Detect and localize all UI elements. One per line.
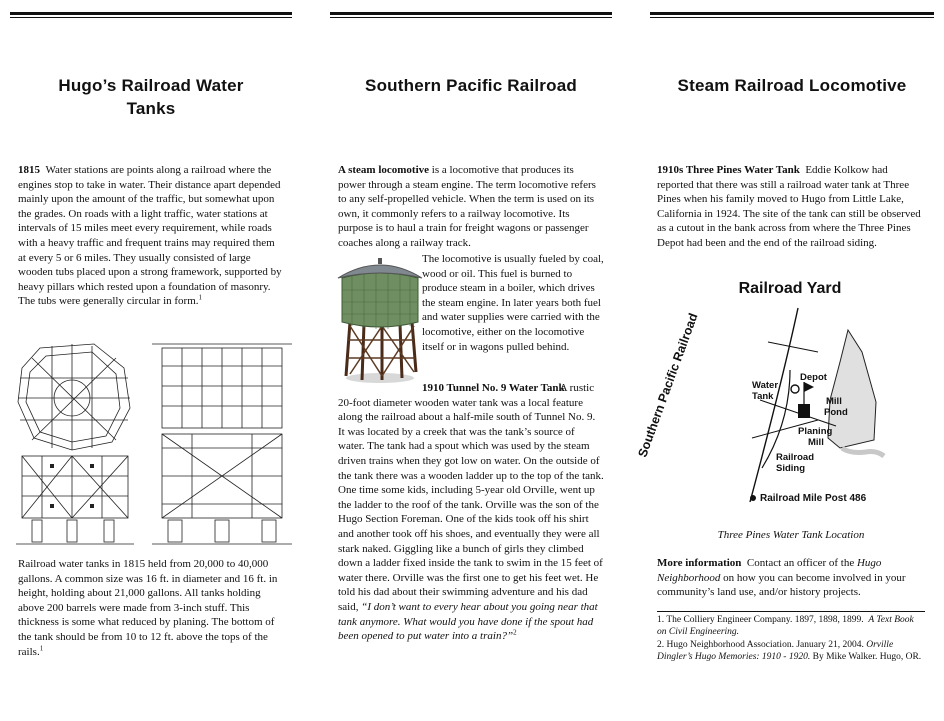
col2-tunnel-text: A rustic 20-foot diameter wooden water tank was a local feature along the railroad about a half-mile south of Tunnel No. 9. It was located by a creek that was the tank’s source of water. The tank had a spout which was used by the steam driven trains when they got low on water. On the outside of the tank there was a wooden ladder up to the top of the tank. One time some kids, including 5-year old Orville, went up the ladder to the roof of the tank. Orville was the son of the Hugo Section Foreman. One of the kids took off his shirt and another took off his shoes, and eventually they were all stark naked. Giggling like a bunch of girls they climbed down a ladder fixed inside the tank to swim in the 15 feet of water there. Orville was the first one to get his feet wet. He told his dad about their swimming adventure and his dad said, <box>338 382 604 613</box>
col2-fuel-text: The locomotive is usually fueled by coal, wood or oil. This fuel is burned to produce steam in a boiler, which drives the steam engine. In later years both fuel and water supplies were carried with the locomotive, either on the locomotive itself or in wagons pulled behind. <box>422 253 604 353</box>
planing-mill-label: Planing Mill <box>798 426 833 448</box>
col2-title: Southern Pacific Railroad <box>365 76 577 95</box>
col2-tunnel-heading: 1910 Tunnel No. 9 Water Tank <box>422 382 565 394</box>
mill-pond-shape <box>828 330 876 448</box>
footnote-2-author: By Mike Walker. Hugo, OR. <box>812 652 922 663</box>
col2-tunnel-text-block <box>338 381 604 644</box>
railroad-name-label: Southern Pacific Railroad <box>635 311 701 460</box>
col1-year: 1815 <box>18 164 40 176</box>
col2-steam-locomotive-term: A steam locomotive <box>338 164 430 176</box>
col2-locomotive-intro <box>338 163 604 251</box>
more-info-text-b: on how you can become involved in your community’s land use, and/or history projects. <box>657 571 906 599</box>
water-tank-drawing <box>12 338 302 550</box>
col3-title: Steam Railroad Locomotive <box>677 76 907 95</box>
col1-tank-sizes-text: Railroad water tanks in 1815 held from 20,000 to 40,000 gallons. A common size was 16 ft. in diameter and 16 ft. in height, holding about 21,000 gallons. All tanks holding above 200 barrels were made from 3-inch stuff. This thickness is some what reduced by planing. The bottom of the tank should be from 10 to 12 ft. above the tops of the rails. <box>18 558 278 658</box>
road-upper <box>768 342 818 352</box>
footnote-2 <box>657 639 925 664</box>
col1-title: Hugo’s Railroad Water Tanks <box>58 76 244 118</box>
col3-three-pines <box>657 163 925 251</box>
col1-intro <box>18 163 284 309</box>
col2-fuel-paragraph <box>422 252 606 354</box>
railroad-siding-label: Railroad Siding <box>776 452 815 474</box>
col2-quote: “I don’t want to every hear about you going near that tank anymore. What would you have done if the spout had been opened to put water into a train?” <box>338 600 598 643</box>
map-caption: Three Pines Water Tank Location <box>717 529 865 541</box>
water-tank-label: Water Tank <box>752 380 779 402</box>
footnote-1-text: 1. The Colliery Engineer Company. 1897, 1898, 1899. <box>657 615 864 625</box>
col2-intro-text: is a locomotive that produces its power through a steam engine. The term locomotive refers to any self-propelled vehicle. When the term is used on its own, it commonly refers to a railway locomotive. Its purpose is to haul a train for freight wagons or passenger coaches along a railway track. <box>338 164 596 249</box>
top-rule-col2 <box>330 12 612 15</box>
footnote-rule <box>657 611 925 612</box>
mill-pond-label: Mill Pond <box>824 396 848 418</box>
depot-label: Depot <box>800 372 827 383</box>
map-title: Railroad Yard <box>738 280 842 297</box>
hugo-neighborhood-name: Hugo Neighborhood <box>657 557 882 584</box>
col3-three-pines-text: Eddie Kolkow had reported that there was still a railroad water tank at Three Pines when his family moved to Hugo from Little Lake, California in 1924. The site of the tank can still be observed as a cutout in the bank across from where the Three Pines Depot had been and the end of the railroad siding. <box>657 164 921 249</box>
water-tank-marker <box>791 385 799 393</box>
flag-icon <box>804 382 814 392</box>
footnote-1 <box>657 614 925 639</box>
mile-post-marker <box>750 495 756 501</box>
top-rule-col3 <box>650 12 934 15</box>
footnotes <box>657 614 925 664</box>
top-rule-col1 <box>10 12 292 15</box>
more-info-heading: More information <box>657 557 742 569</box>
railroad-yard-map <box>635 272 900 512</box>
col1-intro-text: Water stations are points along a railroad where the engines stop to take in water. Their distance apart depended mainly upon the amount of the traffic, but somewhat upon the grades. On roads with a light traffic, water stations at intervals of 15 miles meet every requirement, while roads with a heavy traffic and frequent trains may required them at every 5 or 6 miles. They usually consisted of large wooden tubs placed upon a strong framework, supported by heavy pillars which rested upon a foundation of masonry. The tubs were generally circular in form. <box>18 164 282 308</box>
col3-more-info <box>657 556 925 600</box>
creek-line <box>842 448 884 456</box>
footnote-ref: 1 <box>198 293 203 302</box>
footnote-2-text: 2. Hugo Neighborhood Association. January 21, 2004. <box>657 639 864 650</box>
depot-building <box>798 404 810 418</box>
footnote-ref: 1 <box>39 643 44 652</box>
footnote-2-title: Orville Dingler’s Hugo Memories: 1910 - 1920. <box>657 639 894 663</box>
footnote-1-title: A Text Book on Civil Engineering. <box>657 615 914 638</box>
mile-post-label: Railroad Mile Post 486 <box>760 493 867 504</box>
col1-tank-sizes <box>18 557 284 659</box>
more-info-text-a: Contact an officer of the <box>746 557 855 569</box>
water-tank-illustration <box>334 256 420 386</box>
footnote-ref: 2 <box>513 628 517 637</box>
col3-three-pines-heading: 1910s Three Pines Water Tank <box>657 164 800 176</box>
